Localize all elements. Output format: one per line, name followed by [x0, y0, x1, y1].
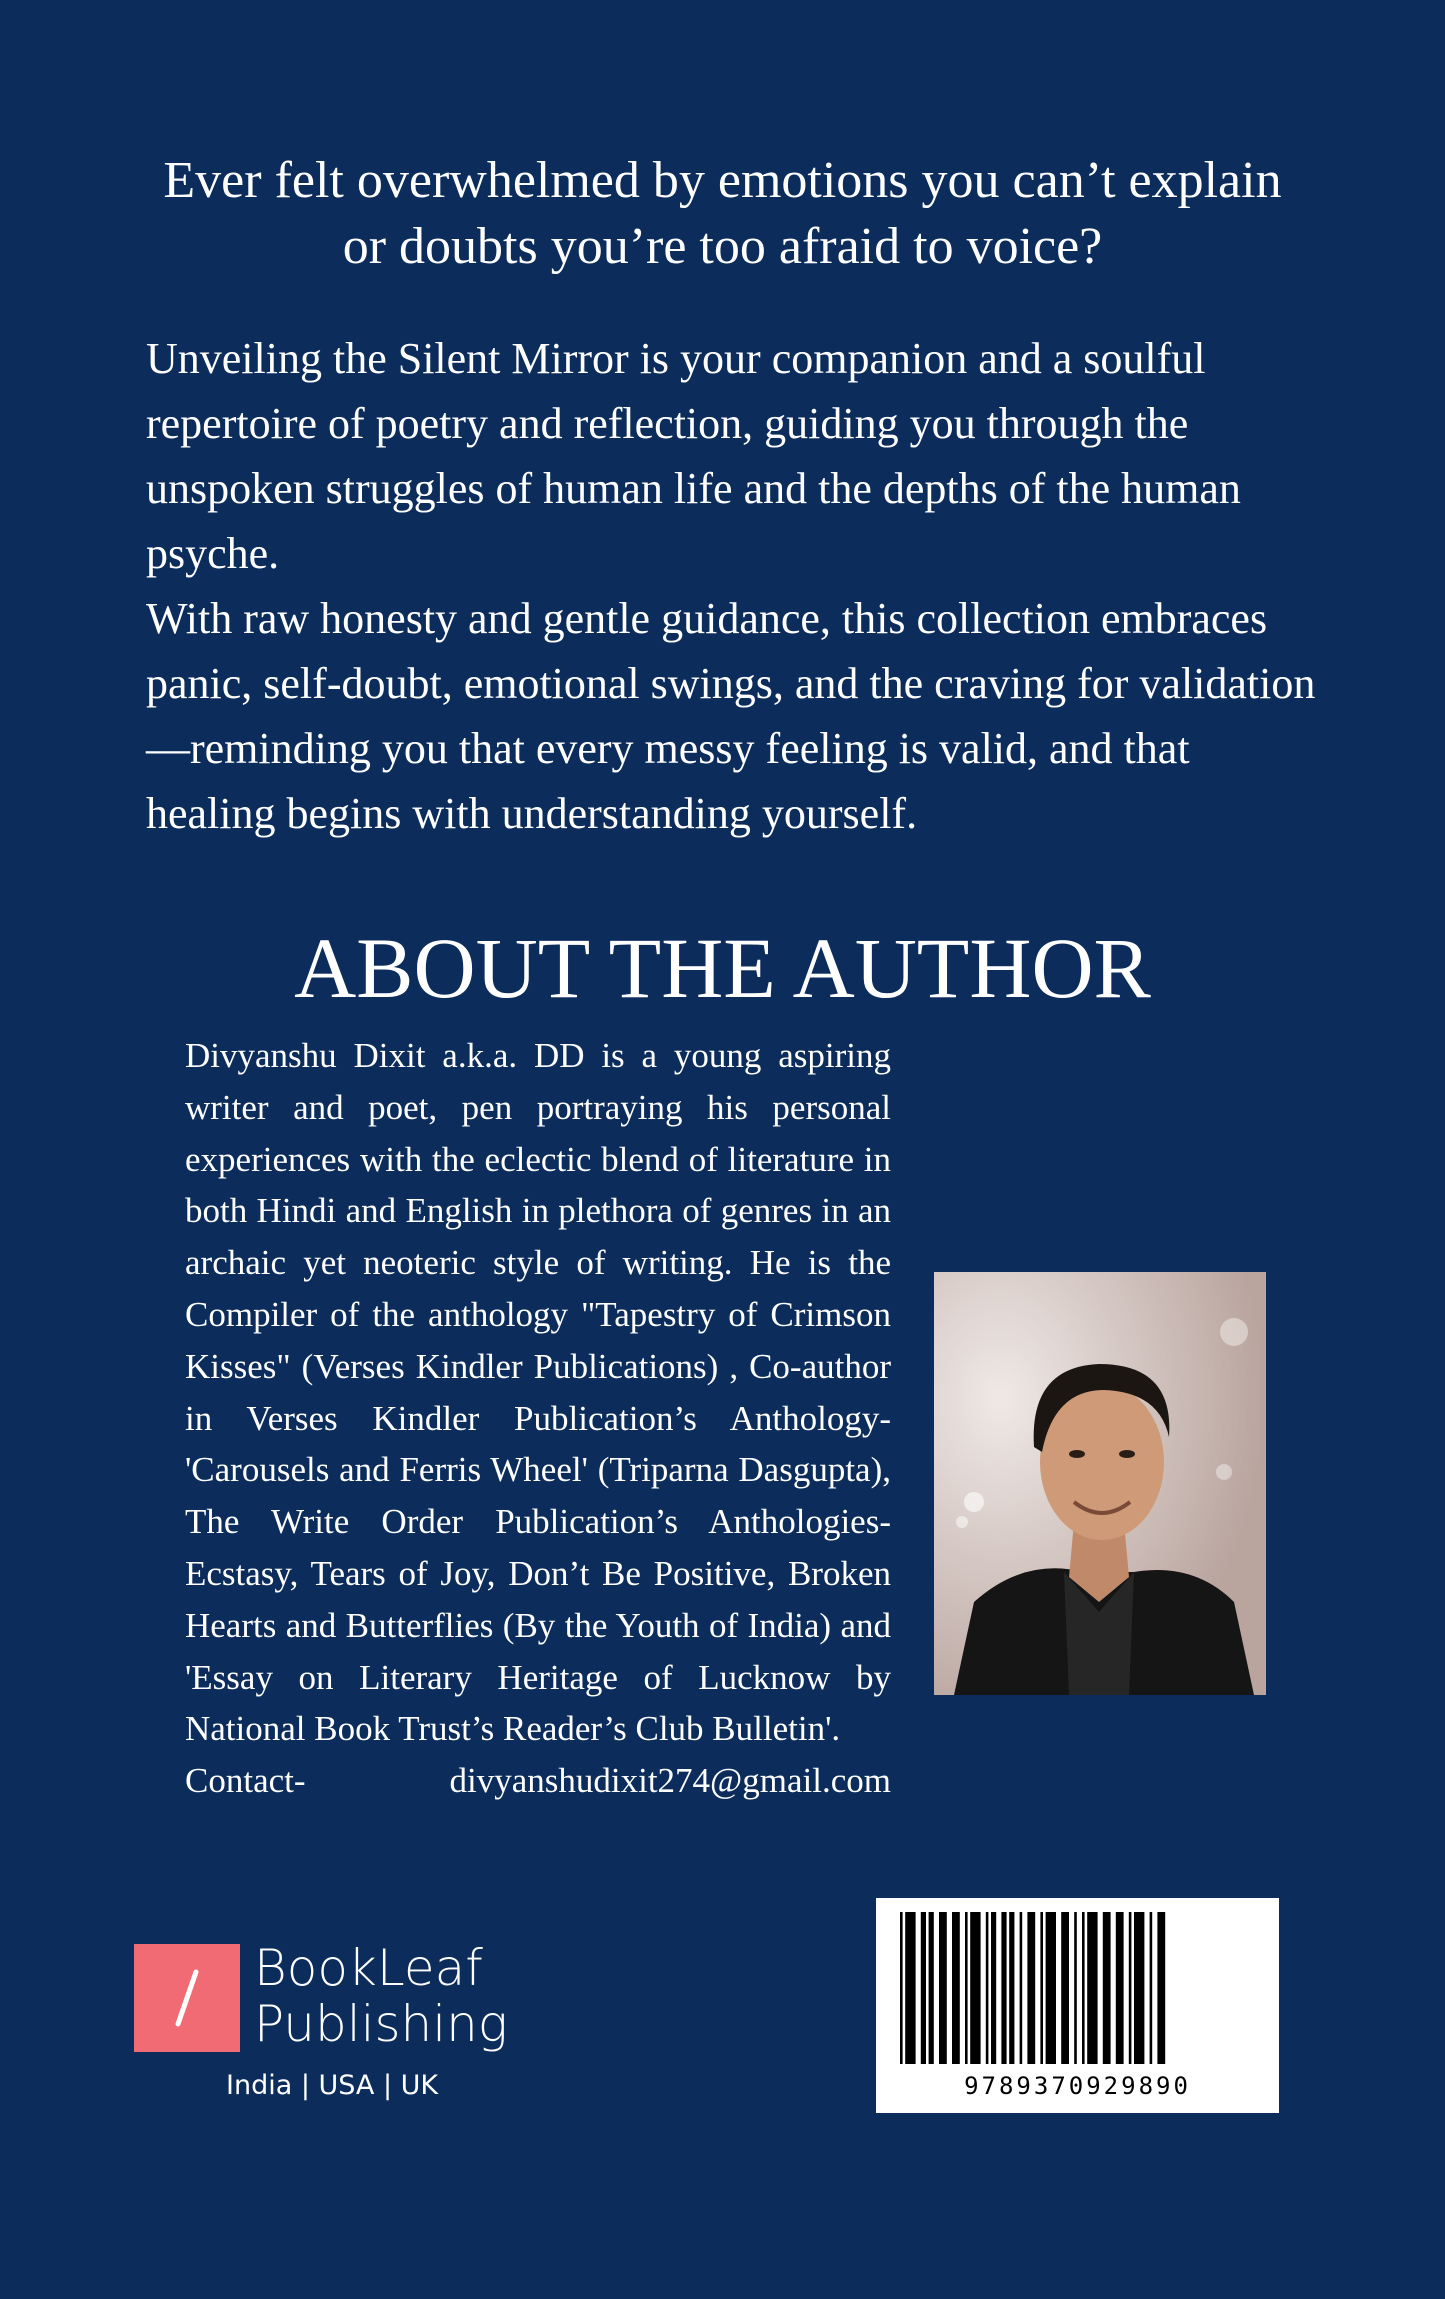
publisher-name	[254, 1940, 508, 2052]
barcode-bar	[1116, 1912, 1124, 2064]
barcode-bar	[952, 1912, 960, 2064]
barcode-bar	[970, 1912, 980, 2064]
barcode-bar	[1020, 1912, 1023, 2064]
author-bio	[185, 1030, 891, 1807]
author-bio-text: Divyanshu Dixit a.k.a. DD is a young aspiring writer and poet, pen portraying his personal experiences with the eclectic blend of literature in both Hindi and English in plethora of genres in an archaic yet neoteric style of writing. He is the Compiler of the anthology "Tapestry of Crimson Kisses" (Verses Kindler Publications) , Co-author in Verses Kindler Publication’s Anthology- 'Carousels and Ferris Wheel' (Triparna Dasgupta), The Write Order Publication’s Anthologies- Ecstasy, Tears of Joy, Don’t Be Positive, Broken Hearts and Butterflies (By the Youth of India) and 'Essay on Literary Heritage of Lucknow by National Book Trust’s Reader’s Club Bulletin'.	[185, 1036, 891, 1749]
barcode-bar	[939, 1912, 947, 2064]
contact-label: Contact-	[185, 1761, 306, 1801]
blurb-paragraph-1: Unveiling the Silent Mirror is your companion and a soulful repertoire of poetry and reflection, guiding you through the unspoken struggles of human life and the depths of the human psyche.	[146, 334, 1241, 578]
barcode-bar	[991, 1912, 996, 2064]
barcode-bar	[1157, 1912, 1165, 2064]
barcode-bar	[1027, 1912, 1035, 2064]
publisher-regions: India | USA | UK	[226, 2070, 439, 2101]
slash-icon	[134, 1944, 240, 2052]
book-blurb	[146, 326, 1326, 846]
barcode-bars	[876, 1898, 1279, 2070]
publisher-logo	[134, 1939, 546, 2053]
barcode-bar	[1087, 1912, 1097, 2064]
barcode-bar	[929, 1912, 934, 2064]
barcode-bar	[1134, 1912, 1144, 2064]
author-contact	[185, 1755, 891, 1807]
publisher-logo-mark	[134, 1944, 240, 2052]
barcode-bar	[965, 1912, 968, 2064]
publisher-name-line1: BookLeaf	[254, 1939, 483, 1997]
barcode-bar	[1046, 1912, 1056, 2064]
barcode-bar	[905, 1912, 915, 2064]
publisher-name-line2: Publishing	[254, 1995, 508, 2053]
barcode	[876, 1898, 1279, 2113]
barcode-bar	[986, 1912, 989, 2064]
barcode-bar	[1001, 1912, 1006, 2064]
author-photo-illustration	[934, 1272, 1266, 1695]
barcode-bar	[1061, 1912, 1069, 2064]
barcode-bar	[1074, 1912, 1077, 2064]
barcode-bar	[1150, 1912, 1153, 2064]
about-author-heading: ABOUT THE AUTHOR	[294, 920, 1151, 1016]
barcode-bar	[1009, 1912, 1014, 2064]
isbn-number: 9789370929890	[964, 2072, 1191, 2100]
barcode-bar	[900, 1912, 903, 2064]
barcode-bar	[1129, 1912, 1132, 2064]
barcode-bar	[921, 1912, 926, 2064]
blurb-paragraph-2: With raw honesty and gentle guidance, this collection embraces panic, self-doubt, emotional swings, and the craving for validation—reminding you that every messy feeling is valid, and that healing begins with understanding yourself.	[146, 594, 1316, 838]
barcode-bar	[1103, 1912, 1111, 2064]
barcode-bar	[1040, 1912, 1043, 2064]
tagline: Ever felt overwhelmed by emotions you can’t explain or doubts you’re too afraid to voice?	[163, 152, 1282, 275]
contact-email: divyanshudixit274@gmail.com	[449, 1761, 891, 1801]
author-photo	[934, 1272, 1266, 1695]
barcode-bar	[1082, 1912, 1085, 2064]
